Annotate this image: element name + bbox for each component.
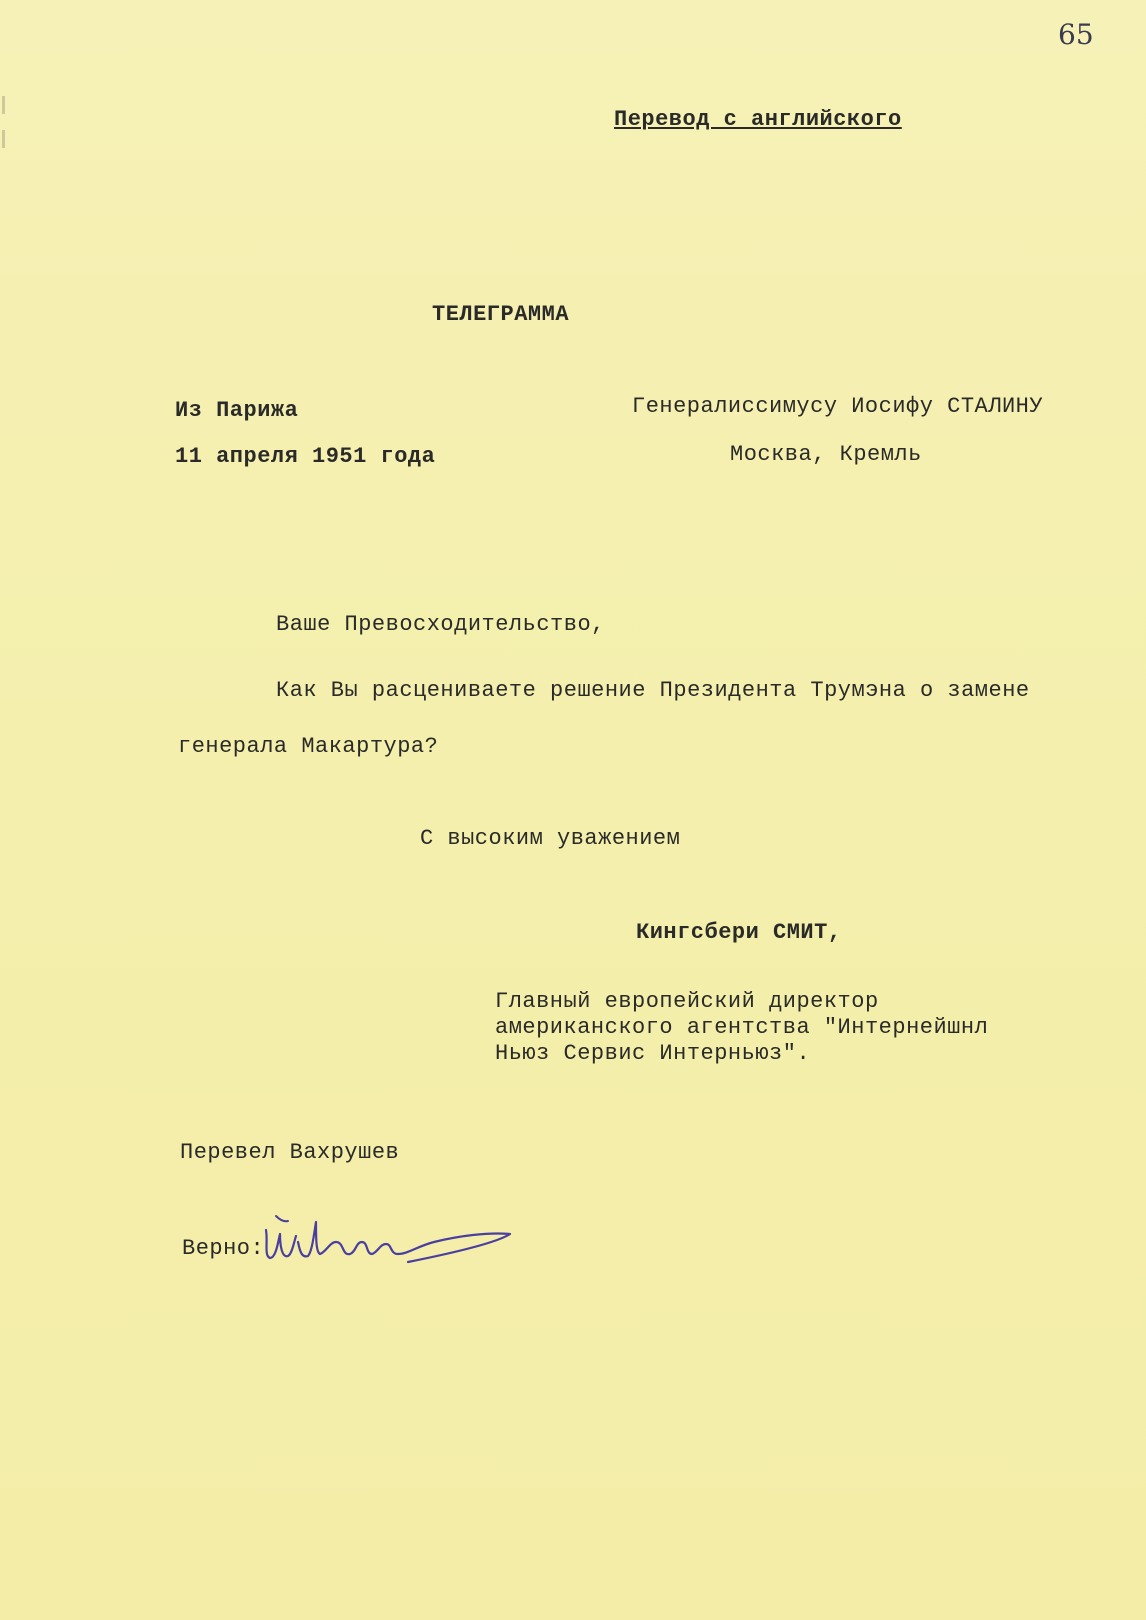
paper-edge-mark (2, 130, 5, 148)
addressee: Генералиссимусу Иосифу СТАЛИНУ (632, 394, 1044, 419)
translation-note: Перевод с английского (614, 107, 902, 132)
translator-note: Перевел Вахрушев (180, 1140, 400, 1165)
handwritten-signature (258, 1212, 520, 1282)
body-text-line: генерала Макартура? (178, 734, 439, 759)
signer-position-line: американского агентства "Интернейшнл (495, 1015, 989, 1040)
signer-position-line: Главный европейский директор (495, 989, 879, 1014)
body-text-line: Как Вы расцениваете решение Президента Трумэна о замене (276, 678, 1030, 703)
paper-edge-mark (2, 96, 5, 114)
addressee-location: Москва, Кремль (730, 442, 922, 467)
signer-name: Кингсбери СМИТ, (636, 920, 842, 945)
page-number: 65 (1058, 18, 1094, 51)
verified-label: Верно: (182, 1236, 265, 1261)
document-title: ТЕЛЕГРАММА (432, 302, 570, 327)
salutation: Ваше Превосходительство, (276, 612, 605, 637)
signer-position-line: Ньюз Сервис Интерньюз". (495, 1041, 811, 1066)
document-date: 11 апреля 1951 года (175, 444, 436, 469)
closing-phrase: С высоким уважением (420, 826, 681, 851)
origin-place: Из Парижа (175, 398, 299, 423)
